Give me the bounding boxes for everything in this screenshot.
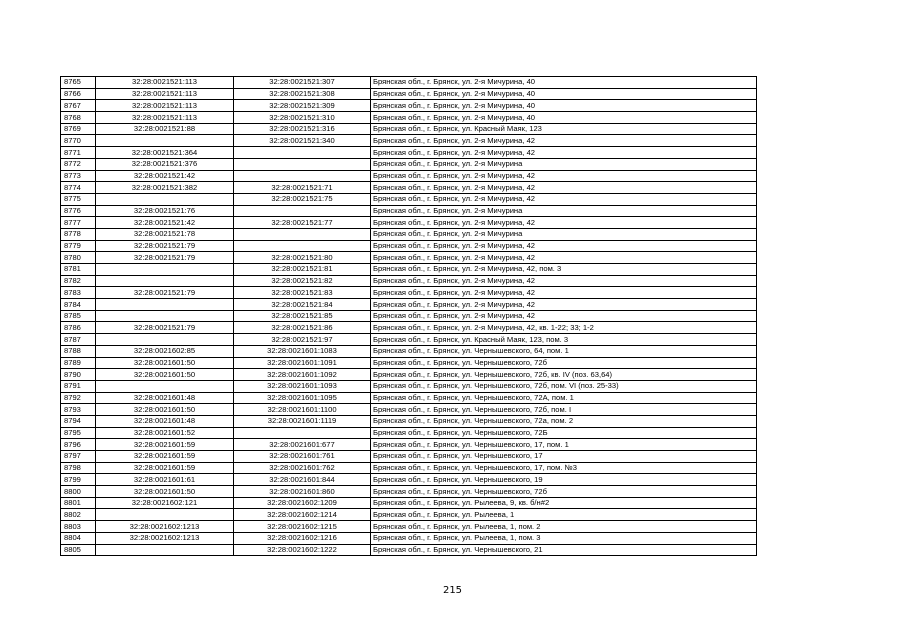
row-number-cell: 8775 <box>61 193 96 205</box>
object-cadastral-number-cell <box>234 147 371 159</box>
land-cadastral-number-cell: 32:28:0021521:42 <box>96 217 234 229</box>
land-cadastral-number-cell <box>96 380 234 392</box>
address-cell: Брянская обл., г. Брянск, ул. 2-я Мичурина, 40 <box>371 77 757 89</box>
object-cadastral-number-cell: 32:28:0021521:75 <box>234 193 371 205</box>
land-cadastral-number-cell: 32:28:0021521:76 <box>96 205 234 217</box>
address-cell: Брянская обл., г. Брянск, ул. Рылеева, 1, пом. 3 <box>371 532 757 544</box>
row-number-cell: 8779 <box>61 240 96 252</box>
table-row <box>61 299 757 311</box>
table-row <box>61 193 757 205</box>
table-row <box>61 252 757 264</box>
object-cadastral-number-cell: 32:28:0021521:86 <box>234 322 371 334</box>
land-cadastral-number-cell <box>96 135 234 147</box>
address-cell: Брянская обл., г. Брянск, ул. 2-я Мичурина, 42 <box>371 275 757 287</box>
address-cell: Брянская обл., г. Брянск, ул. Рылеева, 1 <box>371 509 757 521</box>
object-cadastral-number-cell: 32:28:0021521:309 <box>234 100 371 112</box>
table-row <box>61 369 757 381</box>
object-cadastral-number-cell: 32:28:0021521:80 <box>234 252 371 264</box>
object-cadastral-number-cell: 32:28:0021521:97 <box>234 334 371 346</box>
land-cadastral-number-cell <box>96 264 234 276</box>
table-row <box>61 357 757 369</box>
table-row <box>61 439 757 451</box>
land-cadastral-number-cell: 32:28:0021601:59 <box>96 451 234 463</box>
table-row <box>61 544 757 556</box>
land-cadastral-number-cell: 32:28:0021521:382 <box>96 182 234 194</box>
row-number-cell: 8796 <box>61 439 96 451</box>
land-cadastral-number-cell: 32:28:0021601:50 <box>96 486 234 498</box>
address-cell: Брянская обл., г. Брянск, ул. 2-я Мичурина, 42 <box>371 193 757 205</box>
table-row <box>61 287 757 299</box>
table-row <box>61 228 757 240</box>
address-cell: Брянская обл., г. Брянск, ул. 2-я Мичурина <box>371 228 757 240</box>
land-cadastral-number-cell: 32:28:0021521:376 <box>96 158 234 170</box>
row-number-cell: 8803 <box>61 521 96 533</box>
object-cadastral-number-cell: 32:28:0021602:1222 <box>234 544 371 556</box>
object-cadastral-number-cell: 32:28:0021602:1214 <box>234 509 371 521</box>
object-cadastral-number-cell: 32:28:0021601:1091 <box>234 357 371 369</box>
row-number-cell: 8773 <box>61 170 96 182</box>
land-cadastral-number-cell: 32:28:0021601:52 <box>96 427 234 439</box>
land-cadastral-number-cell: 32:28:0021601:50 <box>96 369 234 381</box>
object-cadastral-number-cell <box>234 158 371 170</box>
land-cadastral-number-cell <box>96 275 234 287</box>
row-number-cell: 8804 <box>61 532 96 544</box>
address-cell: Брянская обл., г. Брянск, ул. 2-я Мичурина, 42 <box>371 182 757 194</box>
row-number-cell: 8798 <box>61 462 96 474</box>
row-number-cell: 8797 <box>61 451 96 463</box>
address-cell: Брянская обл., г. Брянск, ул. 2-я Мичурина <box>371 158 757 170</box>
address-cell: Брянская обл., г. Брянск, ул. Чернышевского, 72а, пом. 2 <box>371 415 757 427</box>
object-cadastral-number-cell: 32:28:0021521:307 <box>234 77 371 89</box>
table-row <box>61 205 757 217</box>
table-row <box>61 345 757 357</box>
table-row <box>61 462 757 474</box>
table-row <box>61 123 757 135</box>
row-number-cell: 8767 <box>61 100 96 112</box>
address-cell: Брянская обл., г. Брянск, ул. Рылеева, 9, кв. б/н#2 <box>371 497 757 509</box>
land-cadastral-number-cell: 32:28:0021601:59 <box>96 462 234 474</box>
row-number-cell: 8772 <box>61 158 96 170</box>
row-number-cell: 8776 <box>61 205 96 217</box>
row-number-cell: 8783 <box>61 287 96 299</box>
table-row <box>61 380 757 392</box>
land-cadastral-number-cell: 32:28:0021521:78 <box>96 228 234 240</box>
table-row <box>61 112 757 124</box>
table-row <box>61 100 757 112</box>
row-number-cell: 8778 <box>61 228 96 240</box>
land-cadastral-number-cell <box>96 193 234 205</box>
land-cadastral-number-cell: 32:28:0021602:121 <box>96 497 234 509</box>
land-cadastral-number-cell: 32:28:0021602:1213 <box>96 532 234 544</box>
table-row <box>61 521 757 533</box>
table-row <box>61 264 757 276</box>
object-cadastral-number-cell: 32:28:0021521:85 <box>234 310 371 322</box>
table-row <box>61 509 757 521</box>
object-cadastral-number-cell: 32:28:0021601:1095 <box>234 392 371 404</box>
address-cell: Брянская обл., г. Брянск, ул. Чернышевского, 19 <box>371 474 757 486</box>
row-number-cell: 8765 <box>61 77 96 89</box>
row-number-cell: 8786 <box>61 322 96 334</box>
row-number-cell: 8769 <box>61 123 96 135</box>
land-cadastral-number-cell: 32:28:0021521:79 <box>96 240 234 252</box>
address-cell: Брянская обл., г. Брянск, ул. 2-я Мичурина, 42 <box>371 170 757 182</box>
address-cell: Брянская обл., г. Брянск, ул. 2-я Мичурина, 40 <box>371 88 757 100</box>
object-cadastral-number-cell <box>234 170 371 182</box>
object-cadastral-number-cell: 32:28:0021521:81 <box>234 264 371 276</box>
address-cell: Брянская обл., г. Брянск, ул. Чернышевского, 17, пом. 1 <box>371 439 757 451</box>
address-cell: Брянская обл., г. Брянск, ул. Красный Маяк, 123, пом. 3 <box>371 334 757 346</box>
address-cell: Брянская обл., г. Брянск, ул. Чернышевского, 72б, пом. VI (поз. 25-33) <box>371 380 757 392</box>
object-cadastral-number-cell: 32:28:0021521:340 <box>234 135 371 147</box>
row-number-cell: 8771 <box>61 147 96 159</box>
address-cell: Брянская обл., г. Брянск, ул. Чернышевского, 72б, пом. I <box>371 404 757 416</box>
row-number-cell: 8766 <box>61 88 96 100</box>
object-cadastral-number-cell: 32:28:0021601:762 <box>234 462 371 474</box>
row-number-cell: 8799 <box>61 474 96 486</box>
row-number-cell: 8793 <box>61 404 96 416</box>
land-cadastral-number-cell <box>96 299 234 311</box>
table-row <box>61 310 757 322</box>
table-row <box>61 158 757 170</box>
table-row <box>61 451 757 463</box>
row-number-cell: 8770 <box>61 135 96 147</box>
address-cell: Брянская обл., г. Брянск, ул. 2-я Мичурина, 42 <box>371 217 757 229</box>
land-cadastral-number-cell: 32:28:0021521:364 <box>96 147 234 159</box>
object-cadastral-number-cell: 32:28:0021601:844 <box>234 474 371 486</box>
land-cadastral-number-cell: 32:28:0021601:50 <box>96 404 234 416</box>
table-row <box>61 77 757 89</box>
table-row <box>61 497 757 509</box>
object-cadastral-number-cell: 32:28:0021601:1083 <box>234 345 371 357</box>
table-row <box>61 486 757 498</box>
address-cell: Брянская обл., г. Брянск, ул. 2-я Мичурина, 42 <box>371 135 757 147</box>
object-cadastral-number-cell: 32:28:0021601:1093 <box>234 380 371 392</box>
address-cell: Брянская обл., г. Брянск, ул. Чернышевского, 72б <box>371 486 757 498</box>
row-number-cell: 8801 <box>61 497 96 509</box>
row-number-cell: 8795 <box>61 427 96 439</box>
object-cadastral-number-cell: 32:28:0021521:308 <box>234 88 371 100</box>
row-number-cell: 8800 <box>61 486 96 498</box>
land-cadastral-number-cell: 32:28:0021521:79 <box>96 252 234 264</box>
address-cell: Брянская обл., г. Брянск, ул. 2-я Мичурина, 42, пом. 3 <box>371 264 757 276</box>
land-cadastral-number-cell: 32:28:0021521:113 <box>96 77 234 89</box>
table-row <box>61 334 757 346</box>
row-number-cell: 8784 <box>61 299 96 311</box>
land-cadastral-number-cell <box>96 509 234 521</box>
row-number-cell: 8777 <box>61 217 96 229</box>
object-cadastral-number-cell: 32:28:0021521:310 <box>234 112 371 124</box>
table-row <box>61 474 757 486</box>
address-cell: Брянская обл., г. Брянск, ул. 2-я Мичурина, 42, кв. 1-22; 33; 1-2 <box>371 322 757 334</box>
table-row <box>61 532 757 544</box>
row-number-cell: 8768 <box>61 112 96 124</box>
address-cell: Брянская обл., г. Брянск, ул. Чернышевского, 72б, кв. IV (поз. 63,64) <box>371 369 757 381</box>
land-cadastral-number-cell <box>96 310 234 322</box>
land-cadastral-number-cell: 32:28:0021601:48 <box>96 415 234 427</box>
row-number-cell: 8785 <box>61 310 96 322</box>
object-cadastral-number-cell: 32:28:0021602:1215 <box>234 521 371 533</box>
object-cadastral-number-cell: 32:28:0021521:83 <box>234 287 371 299</box>
address-cell: Брянская обл., г. Брянск, ул. Чернышевского, 72А, пом. 1 <box>371 392 757 404</box>
registry-table <box>60 76 757 556</box>
row-number-cell: 8774 <box>61 182 96 194</box>
address-cell: Брянская обл., г. Брянск, ул. Чернышевского, 17, пом. №3 <box>371 462 757 474</box>
land-cadastral-number-cell: 32:28:0021521:42 <box>96 170 234 182</box>
object-cadastral-number-cell: 32:28:0021602:1216 <box>234 532 371 544</box>
page-number: 215 <box>442 585 463 596</box>
address-cell: Брянская обл., г. Брянск, ул. 2-я Мичурина, 42 <box>371 310 757 322</box>
address-cell: Брянская обл., г. Брянск, ул. Красный Маяк, 123 <box>371 123 757 135</box>
row-number-cell: 8780 <box>61 252 96 264</box>
object-cadastral-number-cell <box>234 427 371 439</box>
row-number-cell: 8791 <box>61 380 96 392</box>
table-row <box>61 182 757 194</box>
land-cadastral-number-cell: 32:28:0021521:113 <box>96 88 234 100</box>
table-row <box>61 135 757 147</box>
table-row <box>61 427 757 439</box>
object-cadastral-number-cell: 32:28:0021601:1119 <box>234 415 371 427</box>
object-cadastral-number-cell: 32:28:0021602:1209 <box>234 497 371 509</box>
table-row <box>61 240 757 252</box>
land-cadastral-number-cell <box>96 334 234 346</box>
land-cadastral-number-cell: 32:28:0021601:50 <box>96 357 234 369</box>
table-row <box>61 217 757 229</box>
row-number-cell: 8787 <box>61 334 96 346</box>
row-number-cell: 8792 <box>61 392 96 404</box>
object-cadastral-number-cell <box>234 205 371 217</box>
address-cell: Брянская обл., г. Брянск, ул. 2-я Мичурина, 40 <box>371 112 757 124</box>
land-cadastral-number-cell: 32:28:0021521:88 <box>96 123 234 135</box>
table-row <box>61 404 757 416</box>
table-row <box>61 88 757 100</box>
table-row <box>61 170 757 182</box>
address-cell: Брянская обл., г. Брянск, ул. Чернышевского, 21 <box>371 544 757 556</box>
object-cadastral-number-cell: 32:28:0021601:1092 <box>234 369 371 381</box>
address-cell: Брянская обл., г. Брянск, ул. 2-я Мичурина, 42 <box>371 287 757 299</box>
land-cadastral-number-cell: 32:28:0021521:79 <box>96 322 234 334</box>
land-cadastral-number-cell: 32:28:0021521:79 <box>96 287 234 299</box>
object-cadastral-number-cell: 32:28:0021601:860 <box>234 486 371 498</box>
land-cadastral-number-cell: 32:28:0021601:48 <box>96 392 234 404</box>
address-cell: Брянская обл., г. Брянск, ул. 2-я Мичурина, 42 <box>371 299 757 311</box>
row-number-cell: 8782 <box>61 275 96 287</box>
table-row <box>61 275 757 287</box>
address-cell: Брянская обл., г. Брянск, ул. Чернышевского, 72Б <box>371 427 757 439</box>
table-row <box>61 322 757 334</box>
land-cadastral-number-cell <box>96 544 234 556</box>
object-cadastral-number-cell: 32:28:0021521:71 <box>234 182 371 194</box>
address-cell: Брянская обл., г. Брянск, ул. 2-я Мичурина <box>371 205 757 217</box>
object-cadastral-number-cell: 32:28:0021521:82 <box>234 275 371 287</box>
row-number-cell: 8805 <box>61 544 96 556</box>
row-number-cell: 8790 <box>61 369 96 381</box>
table-row <box>61 392 757 404</box>
land-cadastral-number-cell: 32:28:0021602:85 <box>96 345 234 357</box>
address-cell: Брянская обл., г. Брянск, ул. 2-я Мичурина, 40 <box>371 100 757 112</box>
row-number-cell: 8789 <box>61 357 96 369</box>
table-row <box>61 415 757 427</box>
object-cadastral-number-cell: 32:28:0021521:316 <box>234 123 371 135</box>
address-cell: Брянская обл., г. Брянск, ул. 2-я Мичурина, 42 <box>371 252 757 264</box>
address-cell: Брянская обл., г. Брянск, ул. 2-я Мичурина, 42 <box>371 240 757 252</box>
row-number-cell: 8802 <box>61 509 96 521</box>
object-cadastral-number-cell: 32:28:0021601:761 <box>234 451 371 463</box>
address-cell: Брянская обл., г. Брянск, ул. Рылеева, 1, пом. 2 <box>371 521 757 533</box>
address-cell: Брянская обл., г. Брянск, ул. Чернышевского, 72б <box>371 357 757 369</box>
table-row <box>61 147 757 159</box>
object-cadastral-number-cell <box>234 228 371 240</box>
address-cell: Брянская обл., г. Брянск, ул. Чернышевского, 17 <box>371 451 757 463</box>
object-cadastral-number-cell: 32:28:0021521:84 <box>234 299 371 311</box>
object-cadastral-number-cell: 32:28:0021601:677 <box>234 439 371 451</box>
land-cadastral-number-cell: 32:28:0021521:113 <box>96 112 234 124</box>
land-cadastral-number-cell: 32:28:0021602:1213 <box>96 521 234 533</box>
object-cadastral-number-cell <box>234 240 371 252</box>
row-number-cell: 8781 <box>61 264 96 276</box>
address-cell: Брянская обл., г. Брянск, ул. 2-я Мичурина, 42 <box>371 147 757 159</box>
object-cadastral-number-cell: 32:28:0021521:77 <box>234 217 371 229</box>
row-number-cell: 8794 <box>61 415 96 427</box>
address-cell: Брянская обл., г. Брянск, ул. Чернышевского, 64, пом. 1 <box>371 345 757 357</box>
row-number-cell: 8788 <box>61 345 96 357</box>
object-cadastral-number-cell: 32:28:0021601:1100 <box>234 404 371 416</box>
land-cadastral-number-cell: 32:28:0021601:59 <box>96 439 234 451</box>
registry-table-body <box>61 77 757 556</box>
land-cadastral-number-cell: 32:28:0021521:113 <box>96 100 234 112</box>
land-cadastral-number-cell: 32:28:0021601:61 <box>96 474 234 486</box>
